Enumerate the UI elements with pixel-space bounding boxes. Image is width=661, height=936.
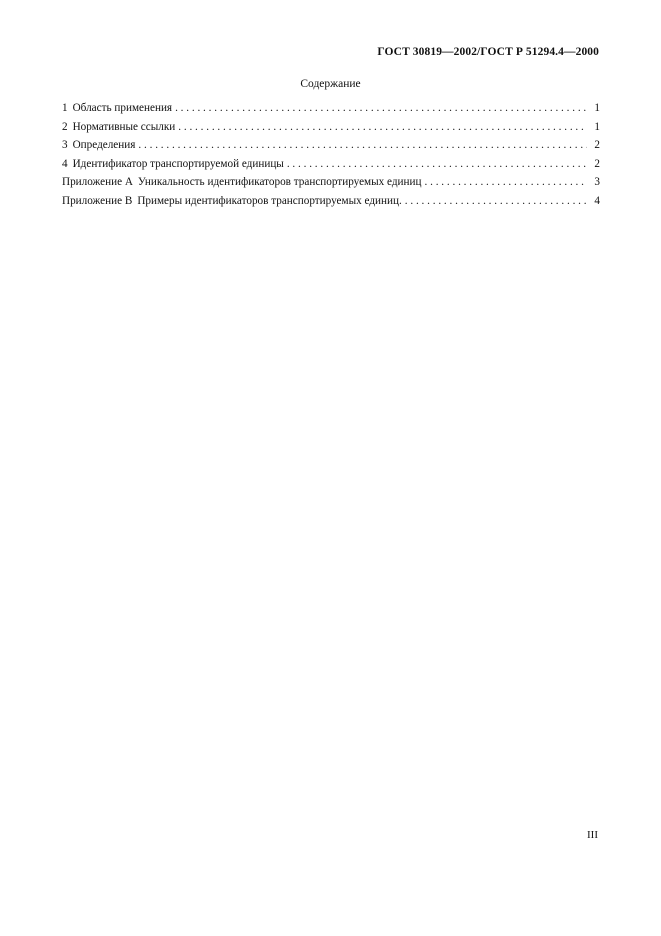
toc-leader-dots	[138, 139, 587, 151]
page-number: III	[587, 829, 598, 841]
toc-entry-number: Приложение А	[62, 176, 133, 188]
toc-entry-scope[interactable]	[62, 102, 600, 121]
toc-entry-number: Приложение В	[62, 194, 133, 207]
toc-entry-label	[62, 195, 402, 207]
toc-entry-normative-references[interactable]	[62, 121, 600, 140]
toc-leader-dots	[175, 102, 587, 114]
toc-entry-label	[62, 176, 422, 188]
toc-entry-appendix-a[interactable]	[62, 176, 600, 195]
toc-entry-page: 4	[594, 194, 600, 207]
toc-leader-dots	[405, 195, 587, 207]
toc-leader-dots	[178, 121, 587, 133]
toc-entry-number: 4	[62, 157, 68, 170]
toc-entry-label	[62, 102, 172, 114]
standard-header: ГОСТ 30819—2002/ГОСТ Р 51294.4—2000	[377, 46, 599, 58]
toc-entry-number: 3	[62, 139, 68, 151]
toc-entry-page: 3	[594, 176, 600, 188]
toc-leader-dots	[287, 158, 587, 170]
toc-entry-label	[62, 121, 175, 133]
toc-entry-appendix-b[interactable]	[62, 195, 600, 214]
toc-entry-page: 1	[594, 102, 600, 114]
toc-entry-label	[62, 139, 135, 151]
toc-leader-dots	[425, 176, 588, 188]
toc-entry-number: 1	[62, 102, 68, 114]
toc-entry-text: Нормативные ссылки	[72, 120, 176, 133]
toc-title: Содержание	[300, 78, 361, 90]
toc-entry-label	[62, 158, 284, 170]
toc-entry-page: 2	[594, 157, 600, 170]
toc-entry-definitions[interactable]	[62, 139, 600, 158]
toc-entry-text: Определения	[72, 139, 136, 151]
toc-entry-transport-unit-identifier[interactable]	[62, 158, 600, 177]
table-of-contents	[62, 102, 600, 213]
toc-entry-text: Примеры идентификаторов транспортируемых единиц.	[137, 194, 402, 207]
toc-entry-page: 2	[594, 139, 600, 151]
toc-entry-text: Уникальность идентификаторов транспортируемых единиц	[137, 176, 422, 188]
toc-entry-text: Область применения	[72, 102, 173, 114]
toc-entry-text: Идентификатор транспортируемой единицы	[72, 157, 284, 170]
toc-entry-number: 2	[62, 120, 68, 133]
toc-entry-page: 1	[594, 120, 600, 133]
